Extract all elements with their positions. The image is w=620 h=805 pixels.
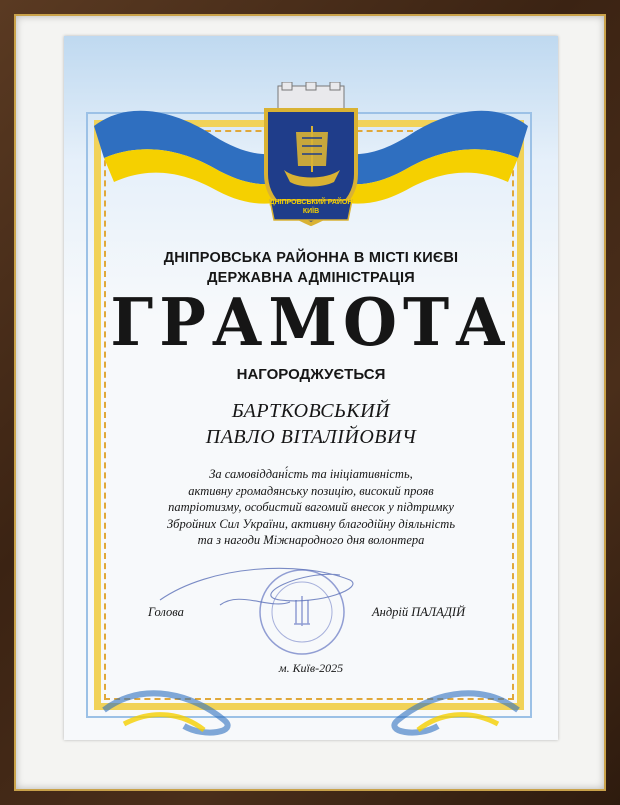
certificate-title: ГРАМОТА xyxy=(110,284,512,361)
emblem-label: ДНІПРОВСЬКИЙ РАЙОН КИЇВ xyxy=(269,199,353,215)
reason-line: патріотизму, особистий вагомий внесок у підтримку xyxy=(168,500,454,514)
issuer-line-2: ДЕРЖАВНА АДМІНІСТРАЦІЯ xyxy=(207,270,415,286)
reason-line: та з нагоди Міжнародного дня волонтера xyxy=(197,533,425,547)
reason-line: активну громадянську позицію, високий прояв xyxy=(188,483,434,498)
bottom-ornament xyxy=(64,650,558,740)
recipient-surname: БАРТКОВСЬКИЙ xyxy=(231,400,391,422)
award-verb: НАГОРОДЖУЄТЬСЯ xyxy=(236,366,386,383)
signatory-name: Андрій ПАЛАДІЙ xyxy=(372,605,466,619)
issuer-line-1: ДНІПРОВСЬКА РАЙОННА В МІСТІ КИЄВІ xyxy=(163,250,459,266)
reason-line: Збройних Сил України, активну благодійну діяльність xyxy=(166,516,456,531)
reason-line: За самовіддані́сть та ініціативність, xyxy=(209,467,413,481)
recipient-given-name: ПАВЛО ВІТАЛІЙОВИЧ xyxy=(205,426,417,448)
place-and-date: м. Київ-2025 xyxy=(278,661,344,675)
issuer-organization xyxy=(64,248,558,288)
signatory-title: Голова xyxy=(148,605,184,619)
signature xyxy=(150,560,380,630)
award-reason xyxy=(64,466,558,549)
recipient-name xyxy=(64,398,558,450)
